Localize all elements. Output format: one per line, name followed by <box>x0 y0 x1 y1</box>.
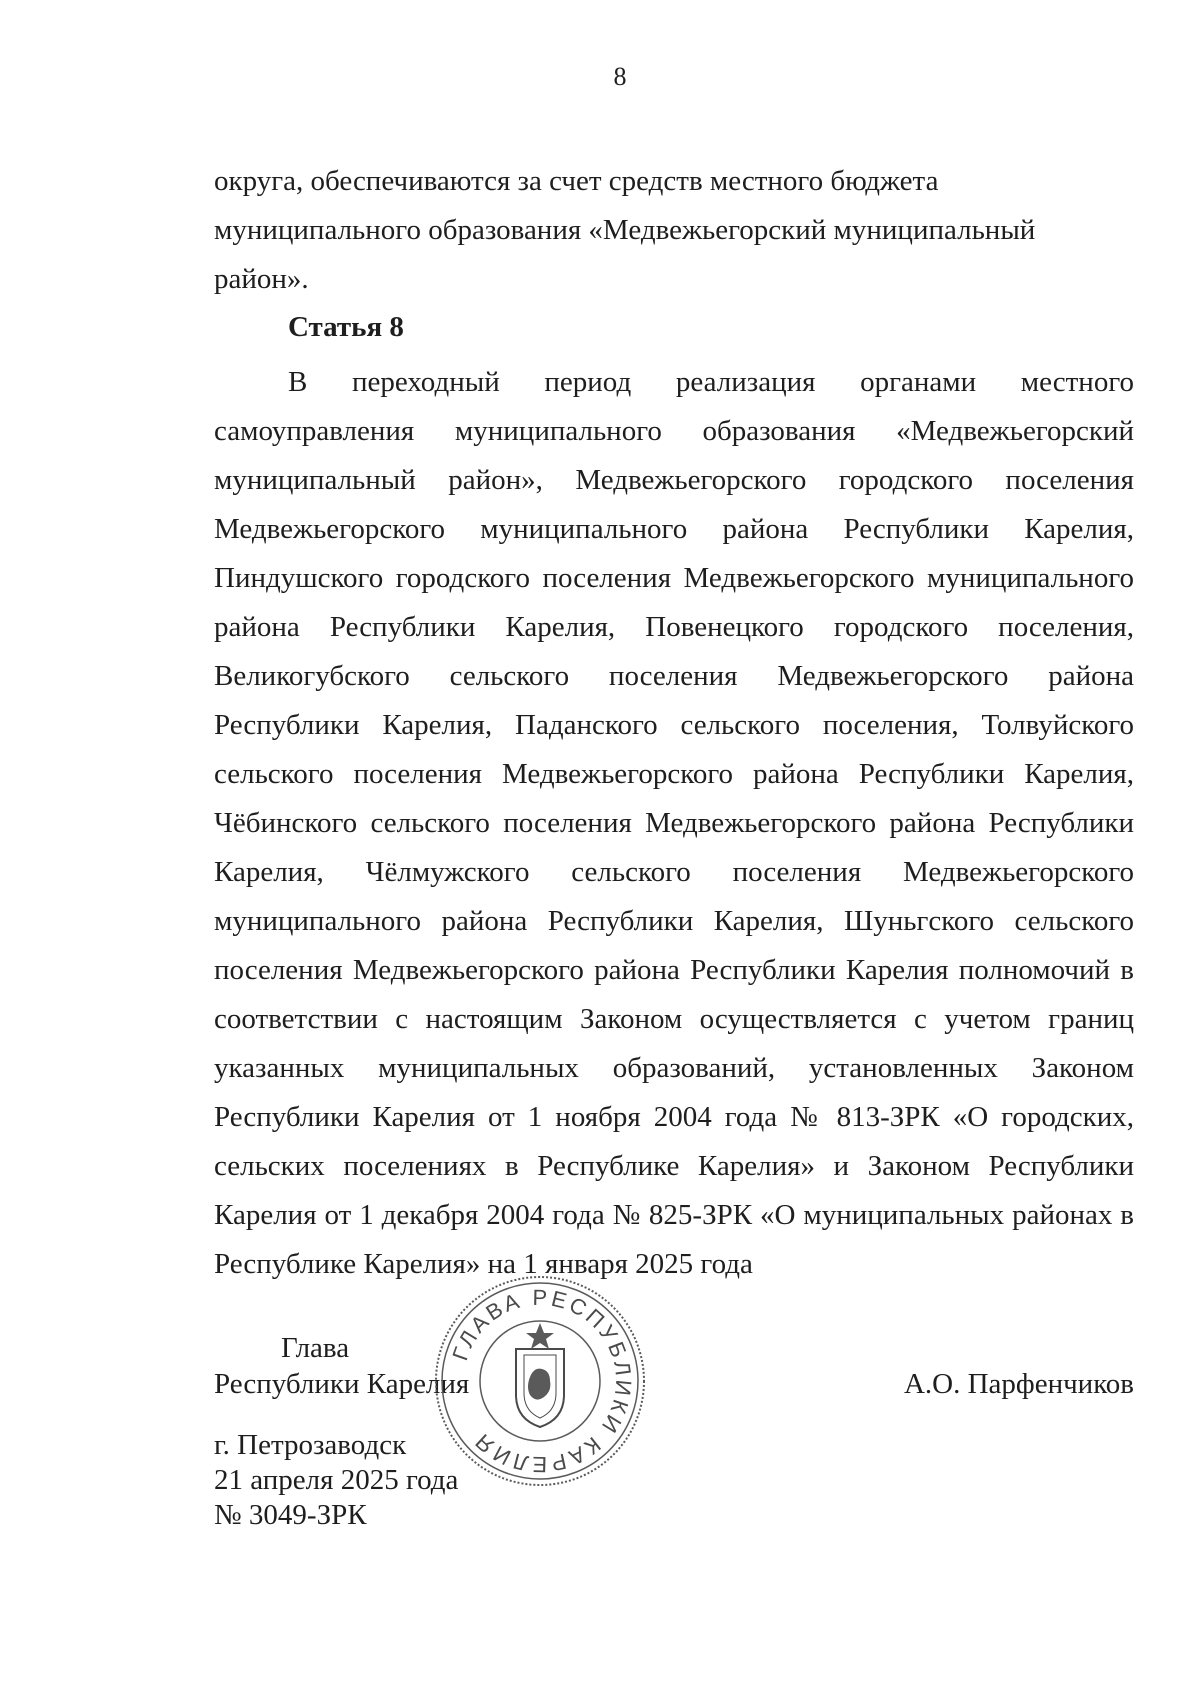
continuation-paragraph: округа, обеспечиваются за счет средств местного бюджета муниципального образования «Медвежьегорский муниципальный район». <box>214 165 1036 295</box>
signatory-title-line1: Глава <box>281 1332 350 1364</box>
signatory-name: А.О. Парфенчиков <box>903 1368 1134 1400</box>
law-number: № 3049-ЗРК <box>214 1499 367 1531</box>
article-heading: Статья 8 <box>288 311 404 343</box>
article-paragraph: В переходный период реализация органами местного самоуправления муниципального образования «Медвежьегорский муниципальный район», Медвежьегорского городского поселения Медвежьегорского муниципального района Республики Карелия, Пиндушского городского поселения Медвежьегорского муниципального района Республики Карелия, Повенецкого городского поселения, Великогубского сельского поселения Медвежьегорского района Республики Карелия, Паданского сельского поселения, Толвуйского сельского поселения Медвежьегорского района Республики Карелия, Чёбинского сельского поселения Медвежьегорского района Республики Карелия, Чёлмужского сельского поселения Медвежьегорского муниципального района Республики Карелия, Шуньгского сельского поселения Медвежьегорского района Республики Карелия полномочий в соответствии с настоящим Законом осуществляется с учетом границ указанных муниципальных образований, установленных Законом Республики Карелия от 1 ноября 2004 года № 813-ЗРК «О городских, сельских поселениях в Республике Карелия» и Законом Республики Карелия от 1 декабря 2004 года № 825-ЗРК «О муниципальных районах в Республике Карелия» на 1 января 2025 года <box>214 366 1134 1280</box>
official-seal <box>432 1273 648 1489</box>
page-number: 8 <box>613 62 627 91</box>
coat-of-arms-bear-icon <box>516 1323 564 1427</box>
signing-date: 21 апреля 2025 года <box>214 1464 459 1496</box>
signatory-title <box>214 1330 469 1402</box>
signatory-title-line2: Республики Карелия <box>214 1368 470 1400</box>
seal-text: ГЛАВА РЕСПУБЛИКИ КАРЕЛИЯ <box>447 1284 637 1478</box>
place-date-number <box>214 1428 458 1533</box>
signing-city: г. Петрозаводск <box>214 1429 407 1461</box>
